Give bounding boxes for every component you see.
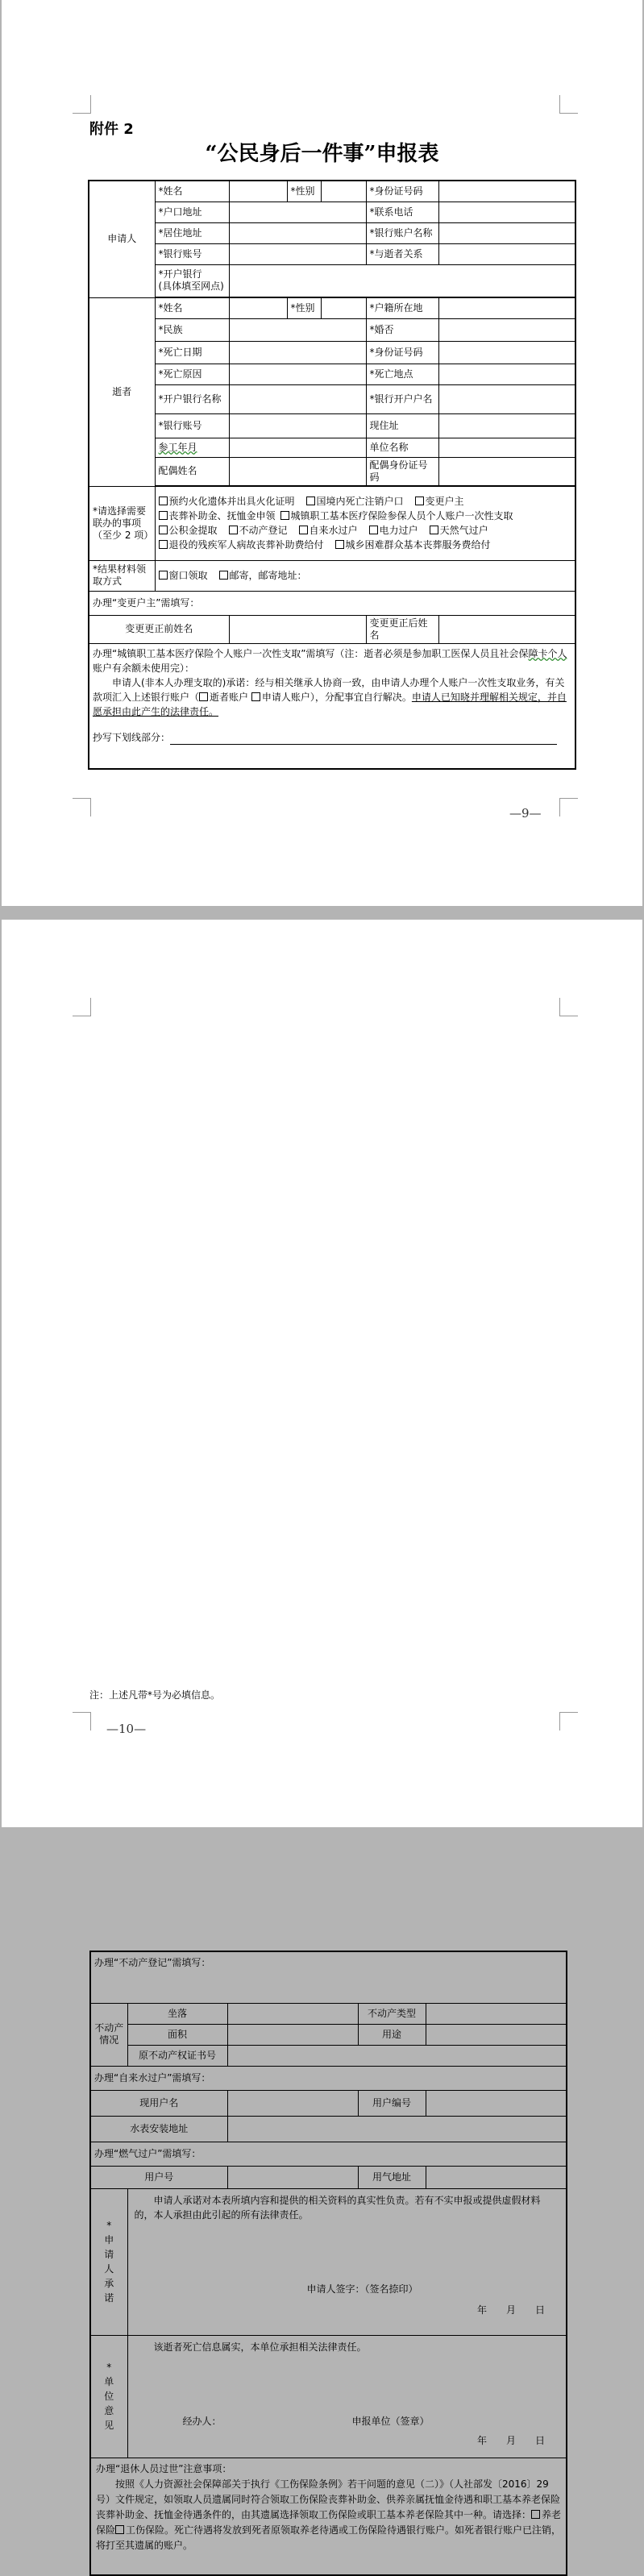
checkbox-veteran[interactable] (159, 540, 168, 549)
label-bank-account-name: *银行账户名称 (366, 222, 438, 243)
unit-text: 该逝者死亡信息属实，本单位承担相关法律责任。 (153, 2341, 367, 2353)
crop-mark (73, 95, 91, 114)
field-relation[interactable] (438, 243, 575, 264)
option-applicant-account-label: 申请人账户），分配事宜自行解决。 (261, 691, 412, 703)
realestate-section-label: 不动产情况 (90, 2003, 127, 2066)
unit-handler-label: 经办人： (182, 2415, 222, 2427)
label-marital: *婚否 (366, 318, 438, 341)
option-change-householder-label: 变更户主 (425, 496, 464, 507)
checkbox-basic-funeral[interactable] (335, 540, 344, 549)
medical-header (93, 646, 571, 675)
option-real-estate[interactable] (229, 523, 288, 538)
medical-promise (93, 675, 571, 719)
option-fund[interactable] (159, 523, 218, 538)
label-deceased-bank-holder: *银行开户户名 (366, 384, 438, 413)
unit-sign-row (135, 2414, 560, 2429)
realestate-header: 办理“不动产登记”需填写： (90, 1951, 567, 2003)
field-spouse-name[interactable] (229, 457, 366, 485)
option-funeral-subsidy-label: 丧葬补助金、抚恤金申领 (168, 510, 276, 521)
field-usage[interactable] (426, 2024, 567, 2045)
label-location: 坐落 (127, 2003, 227, 2024)
label-open-bank-line1: *开户银行 (158, 268, 202, 280)
field-work-start[interactable] (229, 438, 366, 457)
option-basic-funeral-label: 城乡困难群众基本丧葬服务费给付 (345, 539, 491, 551)
gas-header: 办理“燃气过户”需填写： (90, 2142, 567, 2166)
option-real-estate-label: 不动产登记 (239, 525, 288, 536)
label-gas-address: 用气地址 (358, 2166, 426, 2188)
retire-text-post: 死亡待遇将发放到死者原领取养老待遇或工伤保险待遇银行账户。如死者银行账户已注销，将打至其遗属的账户。 (96, 2524, 562, 2551)
medical-header-wavy: 障卡个人 (528, 647, 567, 659)
promise-label (90, 2188, 127, 2335)
checkbox-power[interactable] (369, 526, 378, 534)
label-deceased-bank-name: *开户银行名称 (155, 384, 229, 413)
option-medical-account[interactable] (280, 509, 513, 523)
retire-text-pre: 按照《人力资源社会保障部关于执行《工伤保险条例》若干问题的意见（二）》（人社部发〔2016〕29 号）文件规定，如领取人员遗属同时符合领取工伤保险丧葬补助金、供养亲属抚恤金待遇和职工基本养老保险丧葬补助金、抚恤金待遇条件的，由其遗属选择领取工伤保险或职工基本养老保险其中一种。请选择： (96, 2478, 561, 2520)
label-open-bank-line2: (具体填至网点) (158, 280, 224, 292)
crop-mark (559, 1712, 578, 1730)
promise-sign-label: 申请人签字：（签名捺印） (306, 2283, 418, 2295)
retire-header: 办理“退休人员过世”注意事项： (96, 2462, 232, 2474)
application-table (88, 180, 576, 770)
option-mail[interactable] (219, 570, 307, 582)
copy-label: 抄写下划线部分： (93, 731, 171, 743)
field-deceased-gender[interactable] (321, 297, 366, 318)
field-current-username[interactable] (227, 2090, 358, 2116)
crop-mark (559, 798, 578, 816)
field-bank-account-no[interactable] (229, 243, 366, 264)
option-veteran[interactable] (159, 538, 324, 552)
retire-text (96, 2477, 561, 2553)
field-ethnicity[interactable] (229, 318, 366, 341)
option-water-label: 自来水过户 (309, 525, 358, 536)
option-deceased-account-label: 逝者账户 (210, 691, 249, 703)
field-deceased-id[interactable] (438, 341, 575, 364)
label-applicant-id: *身份证号码 (366, 181, 438, 202)
label-phone: *联系电话 (366, 202, 438, 222)
field-death-date[interactable] (229, 341, 366, 364)
option-cancel-hukou[interactable] (306, 494, 404, 509)
promise-text: 申请人承诺对本表所填内容和提供的相关资料的真实性负责。若有不实申报或提供虚假材料的，本人承担由此引起的所有法律责任。 (134, 2194, 541, 2221)
crop-mark (73, 1712, 91, 1730)
field-applicant-id[interactable] (438, 181, 575, 202)
label-hukou-address: *户口地址 (155, 202, 229, 222)
field-death-cause[interactable] (229, 364, 366, 384)
copy-line-row (93, 730, 571, 745)
label-current-username: 现用户名 (90, 2090, 227, 2116)
applicant-section-label: 申请人 (89, 181, 155, 297)
option-window-pickup-label: 窗口领取 (168, 569, 208, 581)
checkbox-fund[interactable] (159, 526, 168, 534)
application-table-continued (89, 1951, 567, 2576)
promise-date: 年 月 日 (477, 2304, 546, 2316)
label-death-date: *死亡日期 (155, 341, 229, 364)
field-spouse-id[interactable] (438, 457, 575, 485)
unit-cell (127, 2335, 567, 2458)
deceased-section-label: 逝者 (89, 297, 155, 486)
field-applicant-gender[interactable] (321, 181, 366, 202)
medical-header-pre: 办理“城镇职工基本医疗保险个人账户一次性支取”需填写（注：逝者必须是参加职工医保人员且社会保 (93, 647, 529, 659)
label-deceased-id: *身份证号码 (366, 341, 438, 364)
promise-cell (127, 2188, 567, 2335)
retire-section (90, 2458, 567, 2575)
label-estate-type: 不动产类型 (358, 2003, 426, 2024)
option-change-householder[interactable] (415, 494, 464, 509)
medical-section (89, 643, 575, 769)
option-medical-account-label: 城镇职工基本医疗保险参保人员个人账户一次性支取 (290, 510, 513, 521)
label-applicant-name: *姓名 (155, 181, 229, 202)
checkbox-applicant-account[interactable] (251, 692, 260, 701)
field-hukou-address[interactable] (229, 202, 366, 222)
field-marital[interactable] (438, 318, 575, 341)
label-name-after: 变更更正后姓名 (366, 615, 438, 643)
copy-input-line[interactable] (170, 744, 557, 745)
householder-header: 办理“变更户主”需填写： (89, 591, 575, 615)
option-water[interactable] (299, 523, 358, 538)
option-pension-label: 养老保险 (96, 2508, 562, 2536)
field-area[interactable] (227, 2024, 358, 2045)
field-death-place[interactable] (438, 364, 575, 384)
field-employer[interactable] (438, 438, 575, 457)
label-current-address: 现住址 (366, 413, 438, 438)
field-gas-user-no[interactable] (227, 2166, 358, 2188)
label-applicant-gender: *性别 (287, 181, 321, 202)
option-injury-label: 工伤保险。 (126, 2524, 175, 2536)
option-basic-funeral[interactable] (335, 538, 491, 552)
checkbox-real-estate[interactable] (229, 526, 238, 534)
option-cremation[interactable] (159, 494, 295, 509)
field-estate-type[interactable] (426, 2003, 567, 2024)
label-deceased-name: *姓名 (155, 297, 229, 318)
option-gas-label: 天然气过户 (439, 525, 488, 536)
label-usage: 用途 (358, 2024, 426, 2045)
option-power-label: 电力过户 (379, 525, 418, 536)
label-deceased-bank-no: *银行账号 (155, 413, 229, 438)
label-name-before: 变更更正前姓名 (89, 615, 229, 643)
checkbox-deceased-account[interactable] (199, 692, 208, 701)
document-page-2 (2, 920, 642, 2551)
checkbox-injury[interactable] (115, 2525, 124, 2534)
checkbox-cremation[interactable] (159, 497, 168, 505)
delivery-options (155, 560, 575, 591)
field-water-user-no[interactable] (426, 2090, 567, 2116)
unit-date: 年 月 日 (477, 2434, 546, 2446)
field-name-before[interactable] (229, 615, 366, 643)
option-cancel-hukou-label: 国境内死亡注销户口 (316, 496, 404, 507)
crop-mark (73, 798, 91, 816)
field-applicant-name[interactable] (229, 181, 287, 202)
label-death-cause: *死亡原因 (155, 364, 229, 384)
field-location[interactable] (227, 2003, 358, 2024)
unit-label (90, 2335, 127, 2458)
label-work-start-text: 参工年月 (158, 441, 197, 453)
label-cert: 原不动产权证书号 (127, 2045, 227, 2066)
page-number: —9— (509, 806, 542, 821)
label-relation: *与逝者关系 (366, 243, 438, 264)
medical-promise-text: 申请人(非本人办理支取的)承诺：经与相关继承人协商一致，由申请人办理个人账户一次性支取业务，有关款项汇入上述银行账户（ (93, 676, 565, 703)
label-gas-user-no: 用户号 (90, 2166, 227, 2188)
label-work-start (155, 438, 229, 457)
page-number: —10— (106, 1722, 147, 1736)
field-deceased-name[interactable] (229, 297, 287, 318)
checkbox-window-pickup[interactable] (159, 571, 168, 580)
field-residence[interactable] (229, 222, 366, 243)
option-gas[interactable] (430, 523, 488, 538)
label-water-user-no: 用户编号 (358, 2090, 426, 2116)
field-current-address[interactable] (438, 413, 575, 438)
checkbox-change-householder[interactable] (415, 497, 424, 505)
matters-options (155, 486, 575, 560)
promise-label-text: *申请人承诺 (104, 2220, 114, 2304)
form-title: “公民身后一件事”申报表 (205, 142, 439, 166)
checkbox-funeral-subsidy[interactable] (159, 511, 168, 520)
option-power[interactable] (369, 523, 418, 538)
checkbox-medical-account[interactable] (280, 511, 289, 520)
field-hukou-location[interactable] (438, 297, 575, 318)
field-bank-account-name[interactable] (438, 222, 575, 243)
footnote: 注：上述凡带*号为必填信息。 (89, 1689, 221, 1701)
field-open-bank[interactable] (229, 264, 575, 297)
label-spouse-name: 配偶姓名 (155, 457, 229, 485)
field-meter-address[interactable] (227, 2116, 567, 2142)
crop-mark (559, 95, 578, 114)
field-deceased-bank-no[interactable] (229, 413, 366, 438)
attachment-label: 附件 2 (89, 121, 134, 138)
label-bank-account-no: *银行账号 (155, 243, 229, 264)
field-name-after[interactable] (438, 615, 575, 643)
checkbox-pension[interactable] (531, 2510, 540, 2519)
option-mail-label: 邮寄，邮寄地址： (229, 569, 307, 581)
field-deceased-bank-name[interactable] (229, 384, 366, 413)
document-page-1 (2, 0, 642, 906)
checkbox-gas[interactable] (430, 526, 438, 534)
label-hukou-location: *户籍所在地 (366, 297, 438, 318)
label-open-bank (155, 264, 229, 297)
option-window-pickup[interactable] (159, 570, 208, 582)
label-spouse-id: 配偶身份证号码 (366, 457, 438, 485)
field-cert[interactable] (227, 2045, 567, 2066)
label-ethnicity: *民族 (155, 318, 229, 341)
label-area: 面积 (127, 2024, 227, 2045)
unit-seal-label: 申报单位（签章） (351, 2415, 430, 2427)
medical-header-post: 账户有余额未使用完）： (93, 662, 195, 674)
option-cremation-label: 预约火化遗体并出具火化证明 (168, 496, 295, 507)
field-gas-address[interactable] (426, 2166, 567, 2188)
label-meter-address: 水表安装地址 (90, 2116, 227, 2142)
crop-mark (73, 998, 91, 1016)
option-fund-label: 公积金提取 (168, 525, 218, 536)
water-header: 办理“自来水过户”需填写： (90, 2066, 567, 2090)
field-deceased-bank-holder[interactable] (438, 384, 575, 413)
label-delivery: *结果材料领取方式 (89, 560, 155, 591)
checkbox-water[interactable] (299, 526, 308, 534)
option-funeral-subsidy[interactable] (159, 509, 276, 523)
field-phone[interactable] (438, 202, 575, 222)
medical-underlined-text: 申请人已知晓并理解相关规定，并自愿承担由此产生的法律责任。 (93, 691, 567, 717)
label-deceased-gender: *性别 (287, 297, 321, 318)
checkbox-cancel-hukou[interactable] (306, 497, 315, 505)
crop-mark (559, 998, 578, 1016)
checkbox-mail[interactable] (219, 571, 228, 580)
label-residence: *居住地址 (155, 222, 229, 243)
label-death-place: *死亡地点 (366, 364, 438, 384)
label-matters: *请选择需要联办的事项（至少 2 项） (89, 486, 155, 560)
label-employer: 单位名称 (366, 438, 438, 457)
option-veteran-label: 退役的残疾军人病故丧葬补助费给付 (168, 539, 324, 551)
unit-label-text: *单位意见 (104, 2362, 114, 2431)
